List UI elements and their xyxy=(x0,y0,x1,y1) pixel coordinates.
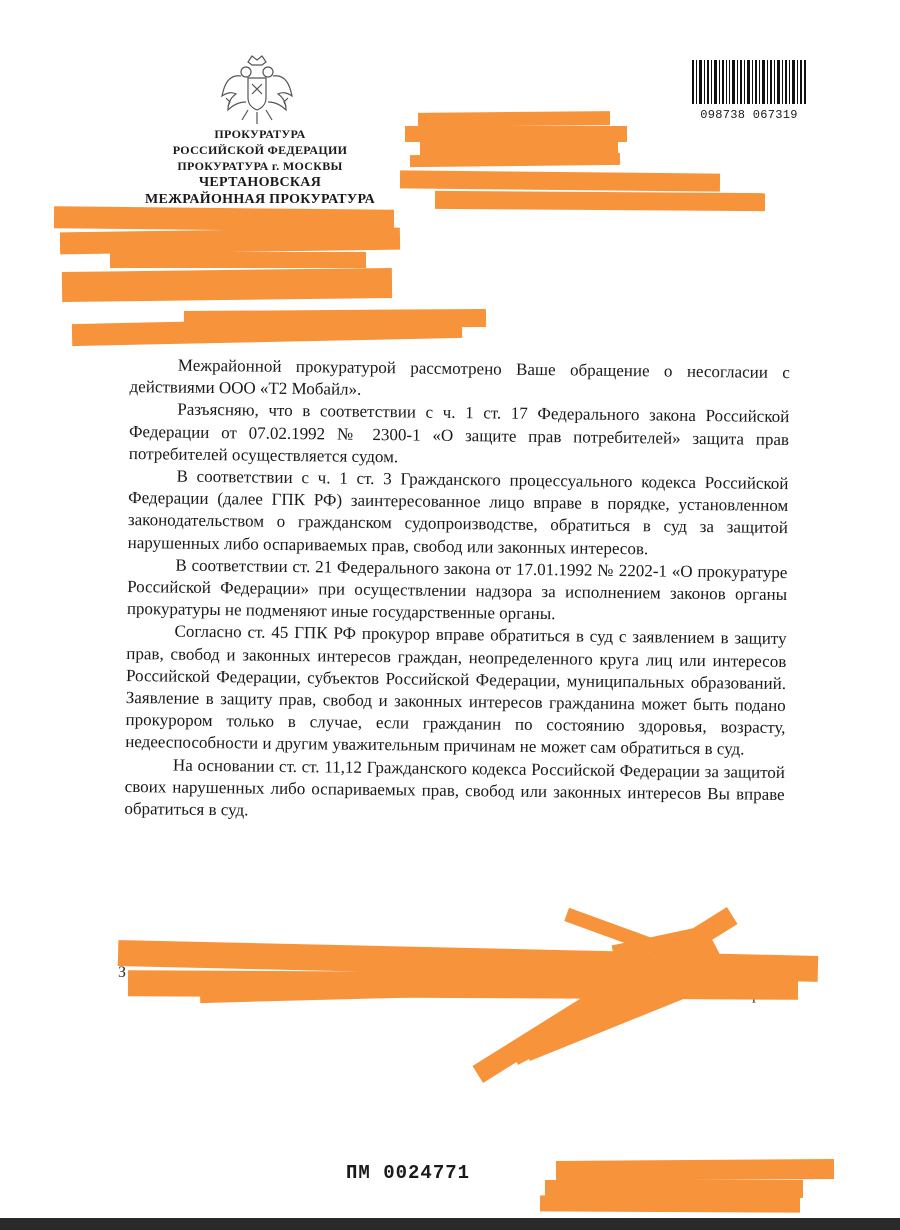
coat-of-arms-emblem xyxy=(218,52,296,130)
redaction-block xyxy=(556,1159,834,1181)
redaction-block xyxy=(400,170,720,191)
letter-body xyxy=(124,354,790,828)
header-line-5: МЕЖРАЙОННАЯ ПРОКУРАТУРА xyxy=(145,192,375,207)
barcode-bars xyxy=(690,60,808,104)
russian-coat-of-arms-icon xyxy=(218,52,296,130)
redaction-block xyxy=(60,228,400,255)
redaction-block xyxy=(405,126,627,142)
redaction-block xyxy=(72,316,462,346)
agency-header xyxy=(110,126,410,208)
barcode-number: 098738 067319 xyxy=(700,108,798,122)
paragraph: Согласно ст. 45 ГПК РФ прокурор вправе обратиться в суд с заявлением в защиту прав, свобод и законных интересов граждан, неопределенного круга лиц или интересов Российской Федерации, субъектов Российской Федерации, муниципальных образований. Заявление в защиту прав, свобод и законных интересов гражданина может быть подано прокурором только в случае, если гражданин по состоянию здоровья, возрасту, недееспособности и другим уважительным причинам не может сам обратиться в суд. xyxy=(125,622,787,759)
paragraph: В соответствии ст. 21 Федерального закона от 17.01.1992 № 2202-1 «О прокуратуре Российской Федерации» при осуществлении надзора за исполнением законов органы прокуратуры не подменяют иные государственные органы. xyxy=(126,555,788,624)
redaction-block xyxy=(540,1195,800,1212)
redaction-block xyxy=(110,252,366,268)
redaction-block xyxy=(62,268,392,302)
paragraph: На основании ст. ст. 11,12 Гражданского кодекса Российской Федерации за защитой своих нарушенных либо оспариваемых прав, свобод или законных интересов Вы вправе обратиться в суд. xyxy=(124,755,786,820)
scan-edge xyxy=(0,1218,900,1230)
paragraph: Межрайонной прокуратурой рассмотрено Ваше обращение о несогласии с действиями ООО «Т2 Мобайл». xyxy=(129,355,790,400)
redaction-block xyxy=(410,153,620,167)
redaction-block xyxy=(418,111,610,127)
header-line-2: РОССИЙСКОЙ ФЕДЕРАЦИИ xyxy=(172,143,348,157)
header-line-4: ЧЕРТАНОВСКАЯ xyxy=(198,175,322,190)
header-line-3: ПРОКУРАТУРА г. МОСКВЫ xyxy=(177,159,343,173)
paragraph: Разъясняю, что в соответствии с ч. 1 ст. 17 Федерального закона Российской Федерации от 07.02.1992 № 2300-1 «О защите прав потребителей» защита прав потребителей осуществляется судом. xyxy=(128,399,790,467)
barcode xyxy=(690,60,808,122)
header-line-1: ПРОКУРАТУРА xyxy=(214,127,306,141)
form-number: ПМ 0024771 xyxy=(346,1162,471,1184)
redaction-block xyxy=(435,191,765,211)
signature-stray-left: З xyxy=(118,964,127,981)
paragraph: В соответствии с ч. 1 ст. 3 Гражданского процессуального кодекса Российской Федерации (далее ГПК РФ) заинтересованное лицо вправе в порядке, установленном законодательством о гражданском судопроизводстве, обратиться в суд за защитой нарушенных либо оспариваемых прав, свобод или законных интересов. xyxy=(127,466,789,558)
